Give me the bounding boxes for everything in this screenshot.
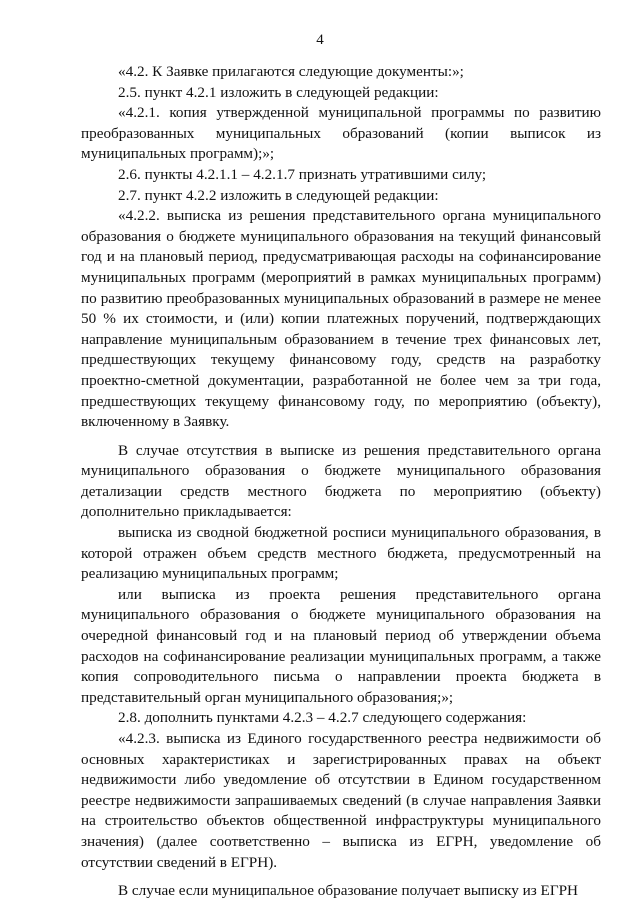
document-body xyxy=(81,62,601,902)
paragraph-egrn-case: В случае если муниципальное образование получает выписку из ЕГРН xyxy=(118,882,579,900)
paragraph-draft-decision: или выписка из проекта решения представительного органа муниципального образования о бюджете муниципального образования на очередной финансовый год и на плановый период об утверждении объема расходов на софинансирование реализации муниципальных программ, а также копия сопроводительного письма о направлении проекта бюджета в представительный орган муниципального образования;»; xyxy=(81,585,601,706)
paragraph-absence-case: В случае отсутствия в выписке из решения представительного органа муниципального образования о бюджете муниципального образования детализации средств местного бюджета по мероприятию (объекту) дополнительно прикладывается: xyxy=(81,441,601,521)
paragraph-4-2-3: «4.2.3. выписка из Единого государственного реестра недвижимости об основных характеристиках и зарегистрированных правах на объект недвижимости либо уведомление об отсутствии в Едином государственном реестре недвижимости запрашиваемых сведений (в случае направления Заявки на строительство объектов общественной инфраструктуры муниципального значения) (далее соответственно – выписка из ЕГРН, уведомление об отсутствии сведений в ЕГРН). xyxy=(81,730,601,871)
paragraph-2-6: 2.6. пункты 4.2.1.1 – 4.2.1.7 признать утратившими силу; xyxy=(118,165,487,183)
paragraph-2-5: 2.5. пункт 4.2.1 изложить в следующей редакции: xyxy=(118,83,439,101)
paragraph-2-7: 2.7. пункт 4.2.2 изложить в следующей редакции: xyxy=(118,186,439,204)
page-number: 4 xyxy=(316,32,324,48)
paragraph-4-2-1: «4.2.1. копия утвержденной муниципальной программы по развитию преобразованных муниципальных образований (копии выписок из муниципальных программ);»; xyxy=(81,104,601,163)
paragraph-2-8: 2.8. дополнить пунктами 4.2.3 – 4.2.7 следующего содержания: xyxy=(118,709,527,727)
paragraph-4-2-2: «4.2.2. выписка из решения представительного органа муниципального образования о бюджете муниципального образования на текущий финансовый год и на плановый период, предусматривающая расходы на софинансирование муниципальных программ (мероприятий в рамках муниципальных программ) по развитию преобразованных муниципальных образований в размере не менее 50 % их стоимости, и (или) копии платежных поручений, подтверждающих направление муниципальным образованием в течение трех финансовых лет, предшествующих текущему финансовому году, средств на разработку проектно-сметной документации, разработанной не более чем за три года, предшествующих текущему финансовому году, по мероприятию (объекту), включенному в Заявку. xyxy=(81,207,601,431)
paragraph-budget-extract: выписка из сводной бюджетной росписи муниципального образования, в которой отражен объем средств местного бюджета, предусмотренный на реализацию муниципальных программ; xyxy=(81,524,601,583)
paragraph-4-2-heading: «4.2. К Заявке прилагаются следующие документы:»; xyxy=(118,63,464,80)
